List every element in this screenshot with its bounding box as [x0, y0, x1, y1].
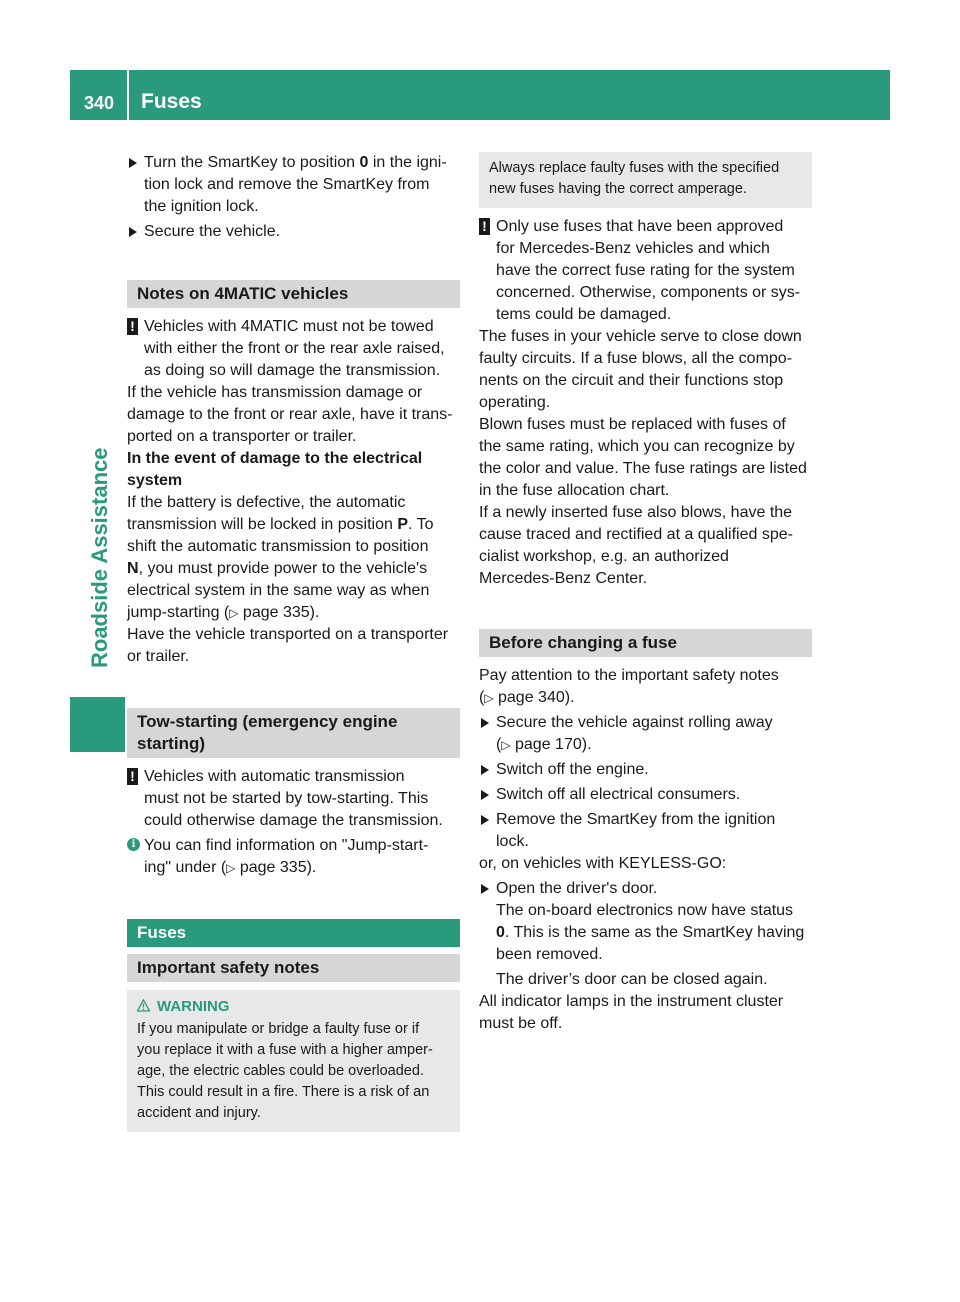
caution-4matic: ! Vehicles with 4MATIC must not be towed with either the front or the rear axle raised, as doing so will damage the transmission.: [127, 316, 460, 382]
page-ref-arrow-icon: ▷: [484, 691, 494, 705]
warning-title: WARNING: [137, 996, 450, 1017]
subheading-electrical-damage: In the event of damage to the electrical system: [127, 450, 423, 489]
section-heading-before-changing: Before changing a fuse: [479, 629, 812, 657]
warning-text: If you manipulate or bridge a faulty fuse or if you replace it with a fuse with a higher amper- age, the electric cables could be overloaded. This could result in a fire. There is a risk of an accident and injury.: [137, 1021, 433, 1121]
step-turn-smartkey: Turn the SmartKey to position 0 in the igni- tion lock and remove the SmartKey from the ignition lock.: [127, 152, 460, 218]
paragraph-transmission-damage: If the vehicle has transmission damage or damage to the front or rear axle, have it trans- ported on a transporter or trailer.: [127, 384, 453, 445]
info-jump-starting: i You can find information on "Jump-start- ing" under (▷ page 335).: [127, 835, 460, 879]
step-switch-off-engine: Switch off the engine.: [479, 759, 812, 781]
right-column: [479, 152, 812, 1035]
paragraph-battery-defective: If the battery is defective, the automatic transmission will be locked in position P. To shift the automatic transmission to position N, you must provide power to the vehicle's electrical system in the same way as when jump-starting (▷ page 335).: [127, 494, 434, 621]
step-switch-off-consumers: Switch off all electrical consumers.: [479, 784, 812, 806]
caution-icon: !: [127, 318, 138, 335]
section-heading-safety-notes: Important safety notes: [127, 954, 460, 982]
page-ref-link[interactable]: page 170).: [510, 736, 592, 753]
page-number: 340: [84, 93, 115, 113]
step-secure-vehicle: Secure the vehicle.: [127, 221, 460, 243]
warning-triangle-icon: [137, 999, 150, 1012]
text-door-status: The on-board electronics now have status 0. This is the same as the SmartKey having been removed.: [496, 902, 805, 963]
page-ref-link[interactable]: page 335).: [235, 859, 317, 876]
caution-icon: !: [127, 768, 138, 785]
chapter-side-label: Roadside Assistance: [87, 447, 112, 668]
caution-icon: !: [479, 218, 490, 235]
warning-box: [127, 990, 460, 1132]
step-secure-rolling: Secure the vehicle against rolling away (▷ page 170).: [479, 712, 812, 756]
paragraph-fuse-blows-again: If a newly inserted fuse also blows, have the cause traced and rectified at a qualified spe- cialist workshop, e.g. an authorized Mercedes-Benz Center.: [479, 504, 793, 587]
paragraph-transport: Have the vehicle transported on a transporter or trailer.: [127, 626, 449, 665]
paragraph-blown-fuses: Blown fuses must be replaced with fuses of the same rating, which you can recognize by the color and value. The fuse ratings are listed in the fuse allocation chart.: [479, 416, 807, 499]
page-ref-link[interactable]: page 340).: [493, 689, 575, 706]
caution-approved-fuses: ! Only use fuses that have been approved for Mercedes-Benz vehicles and which have the correct fuse rating for the system concerned. Otherwise, components or sys- tems could be damaged.: [479, 216, 812, 326]
paragraph-fuse-purpose: The fuses in your vehicle serve to close down faulty circuits. If a fuse blows, all the compo- nents on the circuit and their functions stop operating.: [479, 328, 802, 411]
section-heading-tow-starting: Tow-starting (emergency engine starting): [127, 708, 460, 758]
info-icon: i: [127, 838, 140, 851]
left-column: [127, 152, 460, 1132]
page-ref-arrow-icon: ▷: [226, 861, 236, 875]
caution-tow-starting: ! Vehicles with automatic transmission must not be started by tow-starting. This could otherwise damage the transmission.: [127, 766, 460, 832]
page-ref-arrow-icon: ▷: [229, 606, 239, 620]
step-remove-smartkey: Remove the SmartKey from the ignition lock.: [479, 809, 812, 853]
paragraph-keyless-go: or, on vehicles with KEYLESS-GO:: [479, 855, 727, 872]
page-ref-link[interactable]: page 335).: [238, 604, 320, 621]
page-title: Fuses: [141, 90, 202, 113]
page-ref-arrow-icon: ▷: [501, 738, 511, 752]
paragraph-indicator-lamps: All indicator lamps in the instrument cluster must be off.: [479, 993, 784, 1032]
chapter-side-block: [70, 697, 125, 752]
text-door-closed: The driver’s door can be closed again.: [496, 971, 768, 988]
note-box-replace-fuses: Always replace faulty fuses with the specified new fuses having the correct amperage.: [479, 152, 812, 208]
header-divider: [127, 70, 129, 120]
section-heading-fuses: Fuses: [127, 919, 460, 947]
step-open-door: Open the driver's door.: [479, 878, 812, 900]
section-heading-4matic: Notes on 4MATIC vehicles: [127, 280, 460, 308]
paragraph-safety-attention: Pay attention to the important safety notes (▷ page 340).: [479, 667, 779, 706]
